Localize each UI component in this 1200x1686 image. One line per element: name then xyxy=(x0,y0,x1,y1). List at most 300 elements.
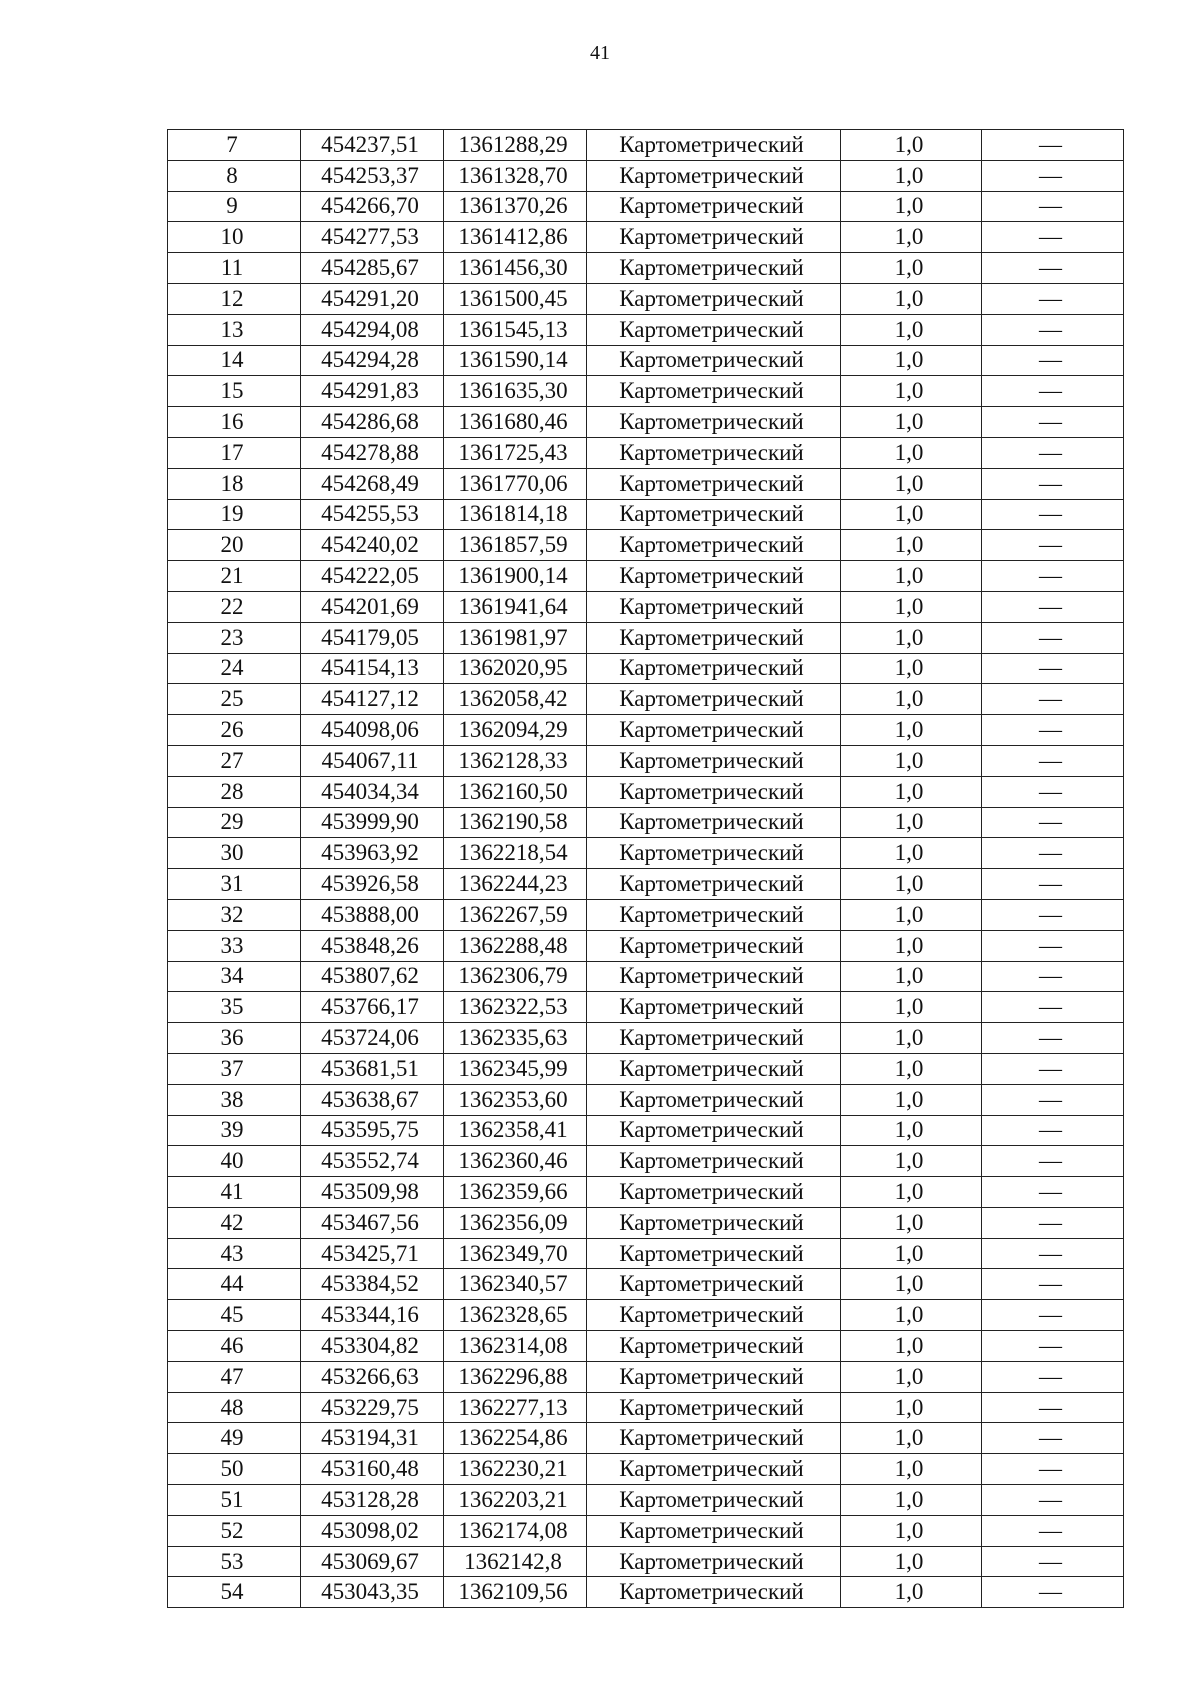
cell-method: Картометрический xyxy=(587,1084,841,1115)
cell-accuracy: 1,0 xyxy=(841,869,982,900)
table-row xyxy=(168,1577,1124,1608)
cell-x: 453304,82 xyxy=(301,1331,444,1362)
cell-x: 454253,37 xyxy=(301,160,444,191)
cell-accuracy: 1,0 xyxy=(841,1454,982,1485)
cell-y: 1362058,42 xyxy=(444,684,587,715)
cell-point-number: 13 xyxy=(168,314,301,345)
cell-method: Картометрический xyxy=(587,1331,841,1362)
cell-accuracy: 1,0 xyxy=(841,130,982,161)
cell-description: — xyxy=(982,253,1124,284)
table-row xyxy=(168,160,1124,191)
cell-point-number: 49 xyxy=(168,1423,301,1454)
table-row xyxy=(168,222,1124,253)
cell-description: — xyxy=(982,1269,1124,1300)
cell-y: 1362353,60 xyxy=(444,1084,587,1115)
cell-y: 1362335,63 xyxy=(444,1023,587,1054)
cell-y: 1362142,8 xyxy=(444,1546,587,1577)
cell-y: 1361456,30 xyxy=(444,253,587,284)
cell-x: 453999,90 xyxy=(301,807,444,838)
cell-description: — xyxy=(982,376,1124,407)
cell-description: — xyxy=(982,314,1124,345)
cell-method: Картометрический xyxy=(587,468,841,499)
cell-description: — xyxy=(982,1053,1124,1084)
cell-point-number: 14 xyxy=(168,345,301,376)
cell-x: 454277,53 xyxy=(301,222,444,253)
cell-y: 1361814,18 xyxy=(444,499,587,530)
table-row xyxy=(168,715,1124,746)
cell-point-number: 48 xyxy=(168,1392,301,1423)
cell-method: Картометрический xyxy=(587,1392,841,1423)
cell-accuracy: 1,0 xyxy=(841,437,982,468)
cell-x: 454067,11 xyxy=(301,745,444,776)
table-row xyxy=(168,345,1124,376)
cell-x: 454240,02 xyxy=(301,530,444,561)
cell-method: Картометрический xyxy=(587,776,841,807)
cell-description: — xyxy=(982,1577,1124,1608)
cell-point-number: 27 xyxy=(168,745,301,776)
cell-accuracy: 1,0 xyxy=(841,1515,982,1546)
cell-accuracy: 1,0 xyxy=(841,745,982,776)
cell-y: 1362254,86 xyxy=(444,1423,587,1454)
table-row xyxy=(168,745,1124,776)
cell-description: — xyxy=(982,1485,1124,1516)
table-row xyxy=(168,253,1124,284)
cell-accuracy: 1,0 xyxy=(841,530,982,561)
cell-method: Картометрический xyxy=(587,1269,841,1300)
cell-accuracy: 1,0 xyxy=(841,622,982,653)
cell-accuracy: 1,0 xyxy=(841,684,982,715)
cell-x: 454098,06 xyxy=(301,715,444,746)
cell-method: Картометрический xyxy=(587,222,841,253)
cell-method: Картометрический xyxy=(587,1577,841,1608)
cell-method: Картометрический xyxy=(587,253,841,284)
cell-method: Картометрический xyxy=(587,869,841,900)
cell-method: Картометрический xyxy=(587,1023,841,1054)
cell-description: — xyxy=(982,1300,1124,1331)
table-row xyxy=(168,930,1124,961)
cell-method: Картометрический xyxy=(587,745,841,776)
cell-accuracy: 1,0 xyxy=(841,314,982,345)
cell-accuracy: 1,0 xyxy=(841,992,982,1023)
cell-method: Картометрический xyxy=(587,130,841,161)
table-row xyxy=(168,1238,1124,1269)
cell-point-number: 16 xyxy=(168,407,301,438)
cell-accuracy: 1,0 xyxy=(841,283,982,314)
cell-method: Картометрический xyxy=(587,899,841,930)
cell-x: 453194,31 xyxy=(301,1423,444,1454)
cell-description: — xyxy=(982,1023,1124,1054)
cell-y: 1361590,14 xyxy=(444,345,587,376)
cell-point-number: 32 xyxy=(168,899,301,930)
cell-point-number: 28 xyxy=(168,776,301,807)
cell-point-number: 51 xyxy=(168,1485,301,1516)
cell-x: 453229,75 xyxy=(301,1392,444,1423)
cell-description: — xyxy=(982,899,1124,930)
cell-method: Картометрический xyxy=(587,961,841,992)
cell-y: 1362020,95 xyxy=(444,653,587,684)
cell-point-number: 44 xyxy=(168,1269,301,1300)
cell-x: 454278,88 xyxy=(301,437,444,468)
table-row xyxy=(168,684,1124,715)
cell-y: 1362340,57 xyxy=(444,1269,587,1300)
cell-point-number: 21 xyxy=(168,561,301,592)
cell-y: 1362358,41 xyxy=(444,1115,587,1146)
table-row xyxy=(168,1300,1124,1331)
cell-description: — xyxy=(982,191,1124,222)
cell-y: 1361412,86 xyxy=(444,222,587,253)
cell-y: 1361370,26 xyxy=(444,191,587,222)
cell-method: Картометрический xyxy=(587,1177,841,1208)
cell-accuracy: 1,0 xyxy=(841,1053,982,1084)
cell-description: — xyxy=(982,715,1124,746)
cell-point-number: 17 xyxy=(168,437,301,468)
table-row xyxy=(168,530,1124,561)
cell-x: 454127,12 xyxy=(301,684,444,715)
cell-method: Картометрический xyxy=(587,653,841,684)
cell-x: 453344,16 xyxy=(301,1300,444,1331)
table-row xyxy=(168,1269,1124,1300)
cell-x: 454237,51 xyxy=(301,130,444,161)
cell-description: — xyxy=(982,653,1124,684)
cell-point-number: 8 xyxy=(168,160,301,191)
cell-accuracy: 1,0 xyxy=(841,1392,982,1423)
cell-accuracy: 1,0 xyxy=(841,376,982,407)
cell-y: 1361500,45 xyxy=(444,283,587,314)
cell-x: 453160,48 xyxy=(301,1454,444,1485)
cell-accuracy: 1,0 xyxy=(841,561,982,592)
cell-point-number: 45 xyxy=(168,1300,301,1331)
cell-method: Картометрический xyxy=(587,992,841,1023)
cell-x: 454294,08 xyxy=(301,314,444,345)
table-row xyxy=(168,314,1124,345)
cell-y: 1362345,99 xyxy=(444,1053,587,1084)
cell-y: 1362244,23 xyxy=(444,869,587,900)
table-row xyxy=(168,1023,1124,1054)
cell-y: 1361770,06 xyxy=(444,468,587,499)
cell-x: 454291,83 xyxy=(301,376,444,407)
table-row xyxy=(168,869,1124,900)
cell-method: Картометрический xyxy=(587,1361,841,1392)
cell-x: 454285,67 xyxy=(301,253,444,284)
cell-accuracy: 1,0 xyxy=(841,930,982,961)
table-row xyxy=(168,1084,1124,1115)
cell-description: — xyxy=(982,407,1124,438)
cell-description: — xyxy=(982,591,1124,622)
cell-description: — xyxy=(982,222,1124,253)
cell-description: — xyxy=(982,130,1124,161)
cell-x: 454222,05 xyxy=(301,561,444,592)
cell-x: 454034,34 xyxy=(301,776,444,807)
cell-method: Картометрический xyxy=(587,1115,841,1146)
cell-method: Картометрический xyxy=(587,1423,841,1454)
cell-description: — xyxy=(982,283,1124,314)
cell-method: Картометрический xyxy=(587,1146,841,1177)
cell-point-number: 33 xyxy=(168,930,301,961)
cell-x: 454294,28 xyxy=(301,345,444,376)
cell-method: Картометрический xyxy=(587,1300,841,1331)
cell-method: Картометрический xyxy=(587,407,841,438)
cell-point-number: 39 xyxy=(168,1115,301,1146)
cell-accuracy: 1,0 xyxy=(841,1269,982,1300)
cell-x: 453098,02 xyxy=(301,1515,444,1546)
cell-description: — xyxy=(982,1177,1124,1208)
cell-description: — xyxy=(982,930,1124,961)
cell-point-number: 25 xyxy=(168,684,301,715)
cell-point-number: 12 xyxy=(168,283,301,314)
cell-accuracy: 1,0 xyxy=(841,191,982,222)
cell-point-number: 30 xyxy=(168,838,301,869)
cell-method: Картометрический xyxy=(587,1546,841,1577)
cell-y: 1362296,88 xyxy=(444,1361,587,1392)
cell-x: 454179,05 xyxy=(301,622,444,653)
cell-point-number: 15 xyxy=(168,376,301,407)
coordinates-table xyxy=(167,129,1124,1608)
cell-point-number: 20 xyxy=(168,530,301,561)
cell-y: 1361725,43 xyxy=(444,437,587,468)
cell-y: 1362109,56 xyxy=(444,1577,587,1608)
cell-y: 1362218,54 xyxy=(444,838,587,869)
cell-description: — xyxy=(982,1361,1124,1392)
cell-x: 453848,26 xyxy=(301,930,444,961)
cell-description: — xyxy=(982,1146,1124,1177)
cell-accuracy: 1,0 xyxy=(841,653,982,684)
table-row xyxy=(168,1177,1124,1208)
cell-y: 1362349,70 xyxy=(444,1238,587,1269)
cell-method: Картометрический xyxy=(587,684,841,715)
cell-y: 1362190,58 xyxy=(444,807,587,838)
cell-description: — xyxy=(982,530,1124,561)
cell-accuracy: 1,0 xyxy=(841,807,982,838)
cell-description: — xyxy=(982,1423,1124,1454)
cell-x: 453384,52 xyxy=(301,1269,444,1300)
cell-accuracy: 1,0 xyxy=(841,160,982,191)
cell-description: — xyxy=(982,961,1124,992)
cell-accuracy: 1,0 xyxy=(841,1546,982,1577)
table-row xyxy=(168,1392,1124,1423)
cell-x: 453552,74 xyxy=(301,1146,444,1177)
cell-point-number: 54 xyxy=(168,1577,301,1608)
cell-y: 1362160,50 xyxy=(444,776,587,807)
cell-y: 1362359,66 xyxy=(444,1177,587,1208)
cell-x: 454201,69 xyxy=(301,591,444,622)
cell-y: 1361635,30 xyxy=(444,376,587,407)
cell-y: 1362128,33 xyxy=(444,745,587,776)
cell-y: 1362328,65 xyxy=(444,1300,587,1331)
cell-point-number: 22 xyxy=(168,591,301,622)
cell-point-number: 43 xyxy=(168,1238,301,1269)
cell-method: Картометрический xyxy=(587,622,841,653)
cell-method: Картометрический xyxy=(587,314,841,345)
cell-y: 1361545,13 xyxy=(444,314,587,345)
cell-x: 453963,92 xyxy=(301,838,444,869)
cell-method: Картометрический xyxy=(587,838,841,869)
coordinates-table-body xyxy=(168,130,1124,1608)
cell-x: 453595,75 xyxy=(301,1115,444,1146)
cell-y: 1361981,97 xyxy=(444,622,587,653)
cell-point-number: 23 xyxy=(168,622,301,653)
cell-point-number: 52 xyxy=(168,1515,301,1546)
table-row xyxy=(168,191,1124,222)
table-row xyxy=(168,499,1124,530)
cell-y: 1362322,53 xyxy=(444,992,587,1023)
cell-point-number: 19 xyxy=(168,499,301,530)
cell-x: 454291,20 xyxy=(301,283,444,314)
cell-method: Картометрический xyxy=(587,191,841,222)
cell-y: 1362306,79 xyxy=(444,961,587,992)
cell-accuracy: 1,0 xyxy=(841,407,982,438)
table-row xyxy=(168,130,1124,161)
cell-method: Картометрический xyxy=(587,345,841,376)
table-row xyxy=(168,622,1124,653)
cell-description: — xyxy=(982,1515,1124,1546)
cell-point-number: 24 xyxy=(168,653,301,684)
cell-x: 453681,51 xyxy=(301,1053,444,1084)
cell-description: — xyxy=(982,345,1124,376)
cell-method: Картометрический xyxy=(587,1454,841,1485)
cell-description: — xyxy=(982,869,1124,900)
cell-y: 1362360,46 xyxy=(444,1146,587,1177)
table-row xyxy=(168,1115,1124,1146)
cell-accuracy: 1,0 xyxy=(841,1331,982,1362)
cell-point-number: 46 xyxy=(168,1331,301,1362)
cell-point-number: 50 xyxy=(168,1454,301,1485)
table-row xyxy=(168,1361,1124,1392)
cell-x: 454286,68 xyxy=(301,407,444,438)
cell-accuracy: 1,0 xyxy=(841,468,982,499)
cell-description: — xyxy=(982,1392,1124,1423)
cell-accuracy: 1,0 xyxy=(841,776,982,807)
cell-description: — xyxy=(982,622,1124,653)
cell-description: — xyxy=(982,499,1124,530)
cell-x: 453043,35 xyxy=(301,1577,444,1608)
cell-method: Картометрический xyxy=(587,1053,841,1084)
cell-point-number: 29 xyxy=(168,807,301,838)
cell-point-number: 37 xyxy=(168,1053,301,1084)
table-row xyxy=(168,1515,1124,1546)
cell-description: — xyxy=(982,838,1124,869)
cell-point-number: 35 xyxy=(168,992,301,1023)
cell-x: 453128,28 xyxy=(301,1485,444,1516)
cell-accuracy: 1,0 xyxy=(841,961,982,992)
cell-description: — xyxy=(982,1115,1124,1146)
cell-method: Картометрический xyxy=(587,499,841,530)
cell-accuracy: 1,0 xyxy=(841,345,982,376)
table-row xyxy=(168,992,1124,1023)
cell-description: — xyxy=(982,1454,1124,1485)
cell-y: 1362314,08 xyxy=(444,1331,587,1362)
cell-description: — xyxy=(982,992,1124,1023)
cell-x: 454266,70 xyxy=(301,191,444,222)
cell-description: — xyxy=(982,561,1124,592)
cell-method: Картометрический xyxy=(587,376,841,407)
cell-x: 454255,53 xyxy=(301,499,444,530)
table-row xyxy=(168,899,1124,930)
table-row xyxy=(168,1053,1124,1084)
cell-point-number: 36 xyxy=(168,1023,301,1054)
cell-description: — xyxy=(982,1238,1124,1269)
cell-description: — xyxy=(982,776,1124,807)
cell-y: 1361328,70 xyxy=(444,160,587,191)
cell-accuracy: 1,0 xyxy=(841,253,982,284)
cell-point-number: 9 xyxy=(168,191,301,222)
cell-x: 453467,56 xyxy=(301,1207,444,1238)
cell-description: — xyxy=(982,1546,1124,1577)
cell-accuracy: 1,0 xyxy=(841,1361,982,1392)
cell-method: Картометрический xyxy=(587,160,841,191)
cell-y: 1361288,29 xyxy=(444,130,587,161)
cell-y: 1362230,21 xyxy=(444,1454,587,1485)
table-row xyxy=(168,437,1124,468)
cell-accuracy: 1,0 xyxy=(841,899,982,930)
table-row xyxy=(168,376,1124,407)
table-row xyxy=(168,468,1124,499)
cell-accuracy: 1,0 xyxy=(841,838,982,869)
cell-description: — xyxy=(982,684,1124,715)
cell-y: 1361941,64 xyxy=(444,591,587,622)
cell-point-number: 26 xyxy=(168,715,301,746)
cell-y: 1362288,48 xyxy=(444,930,587,961)
table-row xyxy=(168,1207,1124,1238)
cell-y: 1362203,21 xyxy=(444,1485,587,1516)
cell-x: 453266,63 xyxy=(301,1361,444,1392)
cell-description: — xyxy=(982,1207,1124,1238)
cell-accuracy: 1,0 xyxy=(841,1577,982,1608)
cell-accuracy: 1,0 xyxy=(841,1177,982,1208)
cell-point-number: 41 xyxy=(168,1177,301,1208)
table-row xyxy=(168,1146,1124,1177)
cell-y: 1362267,59 xyxy=(444,899,587,930)
cell-point-number: 7 xyxy=(168,130,301,161)
cell-description: — xyxy=(982,807,1124,838)
cell-x: 453425,71 xyxy=(301,1238,444,1269)
table-row xyxy=(168,561,1124,592)
cell-accuracy: 1,0 xyxy=(841,1115,982,1146)
cell-point-number: 31 xyxy=(168,869,301,900)
cell-method: Картометрический xyxy=(587,437,841,468)
cell-accuracy: 1,0 xyxy=(841,1300,982,1331)
cell-y: 1362356,09 xyxy=(444,1207,587,1238)
cell-description: — xyxy=(982,745,1124,776)
cell-method: Картометрический xyxy=(587,1238,841,1269)
cell-point-number: 18 xyxy=(168,468,301,499)
table-row xyxy=(168,807,1124,838)
cell-method: Картометрический xyxy=(587,283,841,314)
cell-accuracy: 1,0 xyxy=(841,499,982,530)
cell-accuracy: 1,0 xyxy=(841,1485,982,1516)
cell-description: — xyxy=(982,160,1124,191)
cell-point-number: 34 xyxy=(168,961,301,992)
cell-y: 1361857,59 xyxy=(444,530,587,561)
cell-y: 1361900,14 xyxy=(444,561,587,592)
cell-method: Картометрический xyxy=(587,1207,841,1238)
table-row xyxy=(168,591,1124,622)
cell-description: — xyxy=(982,1084,1124,1115)
cell-point-number: 40 xyxy=(168,1146,301,1177)
cell-x: 453069,67 xyxy=(301,1546,444,1577)
cell-x: 453724,06 xyxy=(301,1023,444,1054)
table-row xyxy=(168,838,1124,869)
cell-method: Картометрический xyxy=(587,930,841,961)
cell-x: 453807,62 xyxy=(301,961,444,992)
cell-y: 1361680,46 xyxy=(444,407,587,438)
cell-method: Картометрический xyxy=(587,715,841,746)
cell-point-number: 10 xyxy=(168,222,301,253)
cell-point-number: 11 xyxy=(168,253,301,284)
table-row xyxy=(168,961,1124,992)
cell-accuracy: 1,0 xyxy=(841,1084,982,1115)
table-row xyxy=(168,1485,1124,1516)
cell-point-number: 53 xyxy=(168,1546,301,1577)
